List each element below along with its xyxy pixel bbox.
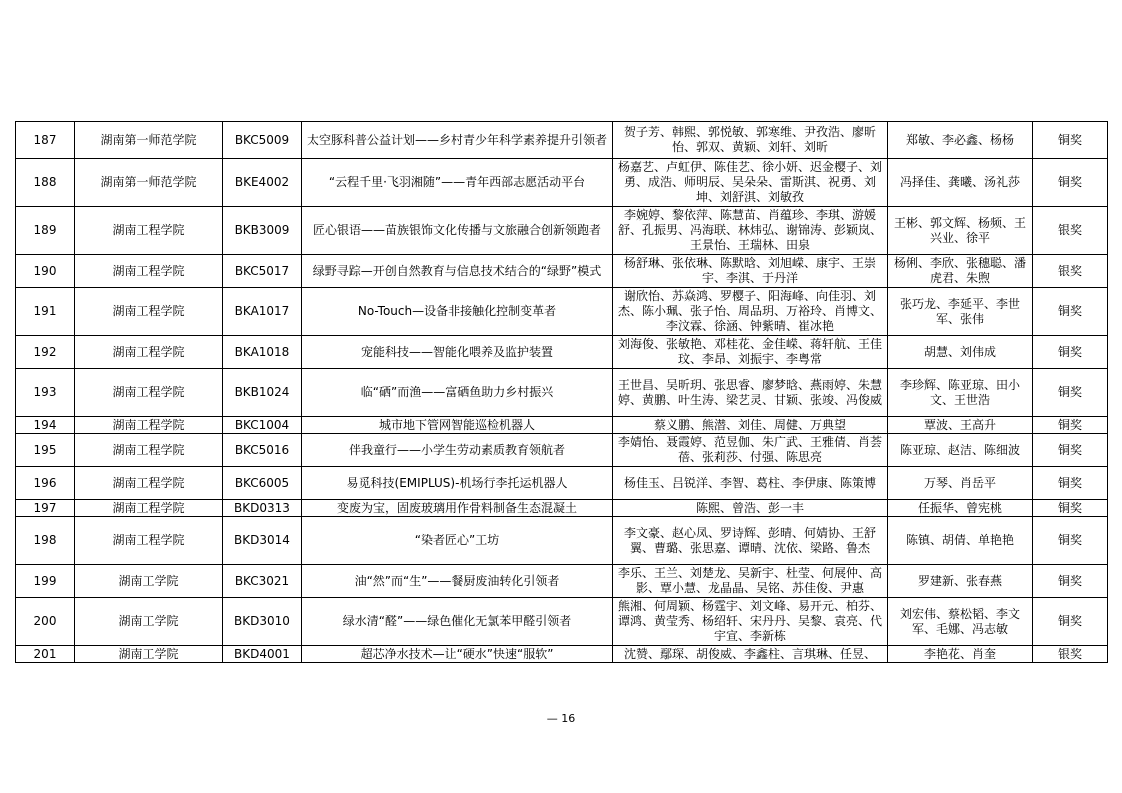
cell-award: 铜奖 [1033,598,1108,646]
cell-award: 铜奖 [1033,369,1108,417]
cell-project: 油“然”而“生”——餐厨废油转化引领者 [302,565,613,598]
cell-code: BKC3021 [223,565,302,598]
cell-no: 189 [16,207,75,255]
cell-no: 195 [16,434,75,467]
cell-project: 伴我童行——小学生劳动素质教育领航者 [302,434,613,467]
cell-advisors: 陈亚琼、赵洁、陈细波 [888,434,1033,467]
table-row [16,122,1108,159]
cell-code: BKA1017 [223,288,302,336]
awards-table [15,121,1108,663]
cell-no: 194 [16,417,75,434]
cell-project: 宠能科技——智能化喂养及监护装置 [302,336,613,369]
table-row [16,255,1108,288]
table-row [16,434,1108,467]
cell-school: 湖南工程学院 [75,467,223,500]
cell-code: BKE4002 [223,159,302,207]
cell-members: 杨嘉艺、卢虹伊、陈佳艺、徐小妍、迟金樱子、刘勇、成浩、师明辰、吴朵朵、雷斯淇、祝勇、刘坤、刘舒淇、刘敏孜 [613,159,888,207]
cell-school: 湖南工程学院 [75,517,223,565]
cell-school: 湖南工程学院 [75,207,223,255]
cell-school: 湖南工程学院 [75,255,223,288]
cell-award: 银奖 [1033,255,1108,288]
cell-no: 190 [16,255,75,288]
cell-no: 196 [16,467,75,500]
cell-award: 铜奖 [1033,565,1108,598]
cell-members: 陈熙、曾浩、彭一丰 [613,500,888,517]
cell-advisors: 郑敏、李必鑫、杨杨 [888,122,1033,159]
cell-school: 湖南工学院 [75,565,223,598]
cell-no: 192 [16,336,75,369]
cell-advisors: 李艳花、肖奎 [888,646,1033,663]
page-number: — 16 [546,712,576,725]
cell-no: 191 [16,288,75,336]
cell-code: BKA1018 [223,336,302,369]
cell-award: 铜奖 [1033,500,1108,517]
cell-school: 湖南工程学院 [75,434,223,467]
cell-no: 197 [16,500,75,517]
cell-award: 铜奖 [1033,467,1108,500]
table-row [16,500,1108,517]
cell-no: 198 [16,517,75,565]
cell-code: BKB3009 [223,207,302,255]
cell-code: BKD4001 [223,646,302,663]
cell-members: 沈赞、鄢琛、胡俊威、李鑫柱、言琪琳、任昱、 [613,646,888,663]
cell-award: 银奖 [1033,646,1108,663]
cell-project: 匠心银语——苗族银饰文化传播与文旅融合创新领跑者 [302,207,613,255]
cell-no: 201 [16,646,75,663]
cell-code: BKC5016 [223,434,302,467]
cell-school: 湖南工学院 [75,646,223,663]
cell-members: 刘海俊、张敏艳、邓桂花、金佳嵘、蒋轩航、王佳玟、李昂、刘振宇、李粤常 [613,336,888,369]
cell-project: “染者匠心”工坊 [302,517,613,565]
table-row [16,159,1108,207]
cell-advisors: 冯择佳、龚曦、汤礼莎 [888,159,1033,207]
cell-members: 蔡义鹏、熊潜、刘佳、周健、万典望 [613,417,888,434]
cell-code: BKC5017 [223,255,302,288]
cell-award: 铜奖 [1033,336,1108,369]
cell-project: 城市地下管网智能巡检机器人 [302,417,613,434]
cell-school: 湖南第一师范学院 [75,159,223,207]
cell-advisors: 万琴、肖岳平 [888,467,1033,500]
cell-school: 湖南工程学院 [75,500,223,517]
cell-advisors: 李珍辉、陈亚琼、田小文、王世浩 [888,369,1033,417]
cell-project: 超芯净水技术—让“硬水”快速“服软” [302,646,613,663]
cell-project: 易觅科技(EMIPLUS)-机场行李托运机器人 [302,467,613,500]
cell-code: BKC6005 [223,467,302,500]
cell-code: BKD0313 [223,500,302,517]
cell-project: 绿野寻踪—开创自然教育与信息技术结合的“绿野”模式 [302,255,613,288]
cell-project: 临“硒”而渔——富硒鱼助力乡村振兴 [302,369,613,417]
cell-advisors: 杨俐、李欣、张穗聪、潘虎君、朱煦 [888,255,1033,288]
cell-advisors: 陈镇、胡倩、单艳艳 [888,517,1033,565]
cell-award: 铜奖 [1033,288,1108,336]
cell-code: BKB1024 [223,369,302,417]
cell-no: 199 [16,565,75,598]
cell-school: 湖南工程学院 [75,336,223,369]
table-row [16,288,1108,336]
cell-award: 铜奖 [1033,417,1108,434]
cell-members: 谢欣怡、苏焱鸿、罗樱子、阳海峰、向佳羽、刘杰、陈小珮、张子怡、周品玥、万裕玲、肖博文、李汶霖、徐涵、钟紫晴、崔冰艳 [613,288,888,336]
cell-members: 贺子芳、韩熙、郭悦敏、郭寒维、尹孜浩、廖昕怡、郭双、黄颖、刘轩、刘昕 [613,122,888,159]
cell-award: 铜奖 [1033,122,1108,159]
table-row [16,467,1108,500]
cell-school: 湖南工学院 [75,598,223,646]
cell-members: 杨舒琳、张依琳、陈默晗、刘旭嵘、康宇、王崇宇、李淇、于丹洋 [613,255,888,288]
cell-advisors: 王彬、郭文辉、杨频、王兴业、徐平 [888,207,1033,255]
cell-advisors: 罗建新、张春燕 [888,565,1033,598]
cell-code: BKD3010 [223,598,302,646]
cell-advisors: 张巧龙、李延平、李世军、张伟 [888,288,1033,336]
cell-project: 绿水清“醛”——绿色催化无氯苯甲醛引领者 [302,598,613,646]
cell-no: 188 [16,159,75,207]
cell-members: 李乐、王兰、刘楚龙、吴新宇、杜莹、何展仲、高影、覃小慧、龙晶晶、吴铭、苏佳俊、尹惠 [613,565,888,598]
cell-no: 200 [16,598,75,646]
cell-school: 湖南工程学院 [75,417,223,434]
cell-members: 李文豪、赵心凤、罗诗辉、彭晴、何婧协、王舒翼、曹璐、张思嘉、谭晴、沈依、梁路、鲁杰 [613,517,888,565]
cell-members: 杨佳玉、吕锐洋、李智、葛柱、李伊康、陈策博 [613,467,888,500]
cell-no: 187 [16,122,75,159]
cell-school: 湖南第一师范学院 [75,122,223,159]
table-row [16,517,1108,565]
cell-project: 太空豚科普公益计划——乡村青少年科学素养提升引领者 [302,122,613,159]
cell-award: 银奖 [1033,207,1108,255]
cell-no: 193 [16,369,75,417]
cell-members: 熊湘、何周颖、杨霆宇、刘文峰、易开元、柏芬、谭鸿、黄莹秀、杨绍轩、宋丹丹、吴黎、袁亮、代宇宣、李新栋 [613,598,888,646]
cell-members: 李婧怡、聂霞婷、范昱伽、朱广武、王雅倩、肖荟蓓、张莉莎、付强、陈思亮 [613,434,888,467]
cell-code: BKC1004 [223,417,302,434]
table-row [16,598,1108,646]
cell-advisors: 覃波、王高升 [888,417,1033,434]
cell-members: 王世昌、吴昕玥、张思睿、廖梦晗、燕雨婷、朱慧婷、黄鹏、叶生涛、梁艺灵、甘颖、张竣、冯俊威 [613,369,888,417]
cell-award: 铜奖 [1033,434,1108,467]
cell-code: BKC5009 [223,122,302,159]
table-row [16,565,1108,598]
cell-code: BKD3014 [223,517,302,565]
cell-project: 变废为宝，固废玻璃用作骨料制备生态混凝土 [302,500,613,517]
table-row [16,336,1108,369]
cell-advisors: 任振华、曾宪桃 [888,500,1033,517]
cell-award: 铜奖 [1033,517,1108,565]
cell-project: “云程千里·飞羽湘随”——青年西部志愿活动平台 [302,159,613,207]
cell-award: 铜奖 [1033,159,1108,207]
cell-project: No-Touch—设备非接触化控制变革者 [302,288,613,336]
table-row [16,646,1108,663]
table-row [16,207,1108,255]
table-row [16,417,1108,434]
cell-advisors: 刘宏伟、蔡松韬、李文军、毛娜、冯志敏 [888,598,1033,646]
cell-school: 湖南工程学院 [75,369,223,417]
cell-school: 湖南工程学院 [75,288,223,336]
cell-members: 李婉婷、黎依萍、陈慧苗、肖蕴珍、李琪、游媛舒、孔振男、冯海联、林炜弘、谢锦涛、彭颖岚、王景怡、王瑞林、田泉 [613,207,888,255]
table-row [16,369,1108,417]
cell-advisors: 胡慧、刘伟成 [888,336,1033,369]
